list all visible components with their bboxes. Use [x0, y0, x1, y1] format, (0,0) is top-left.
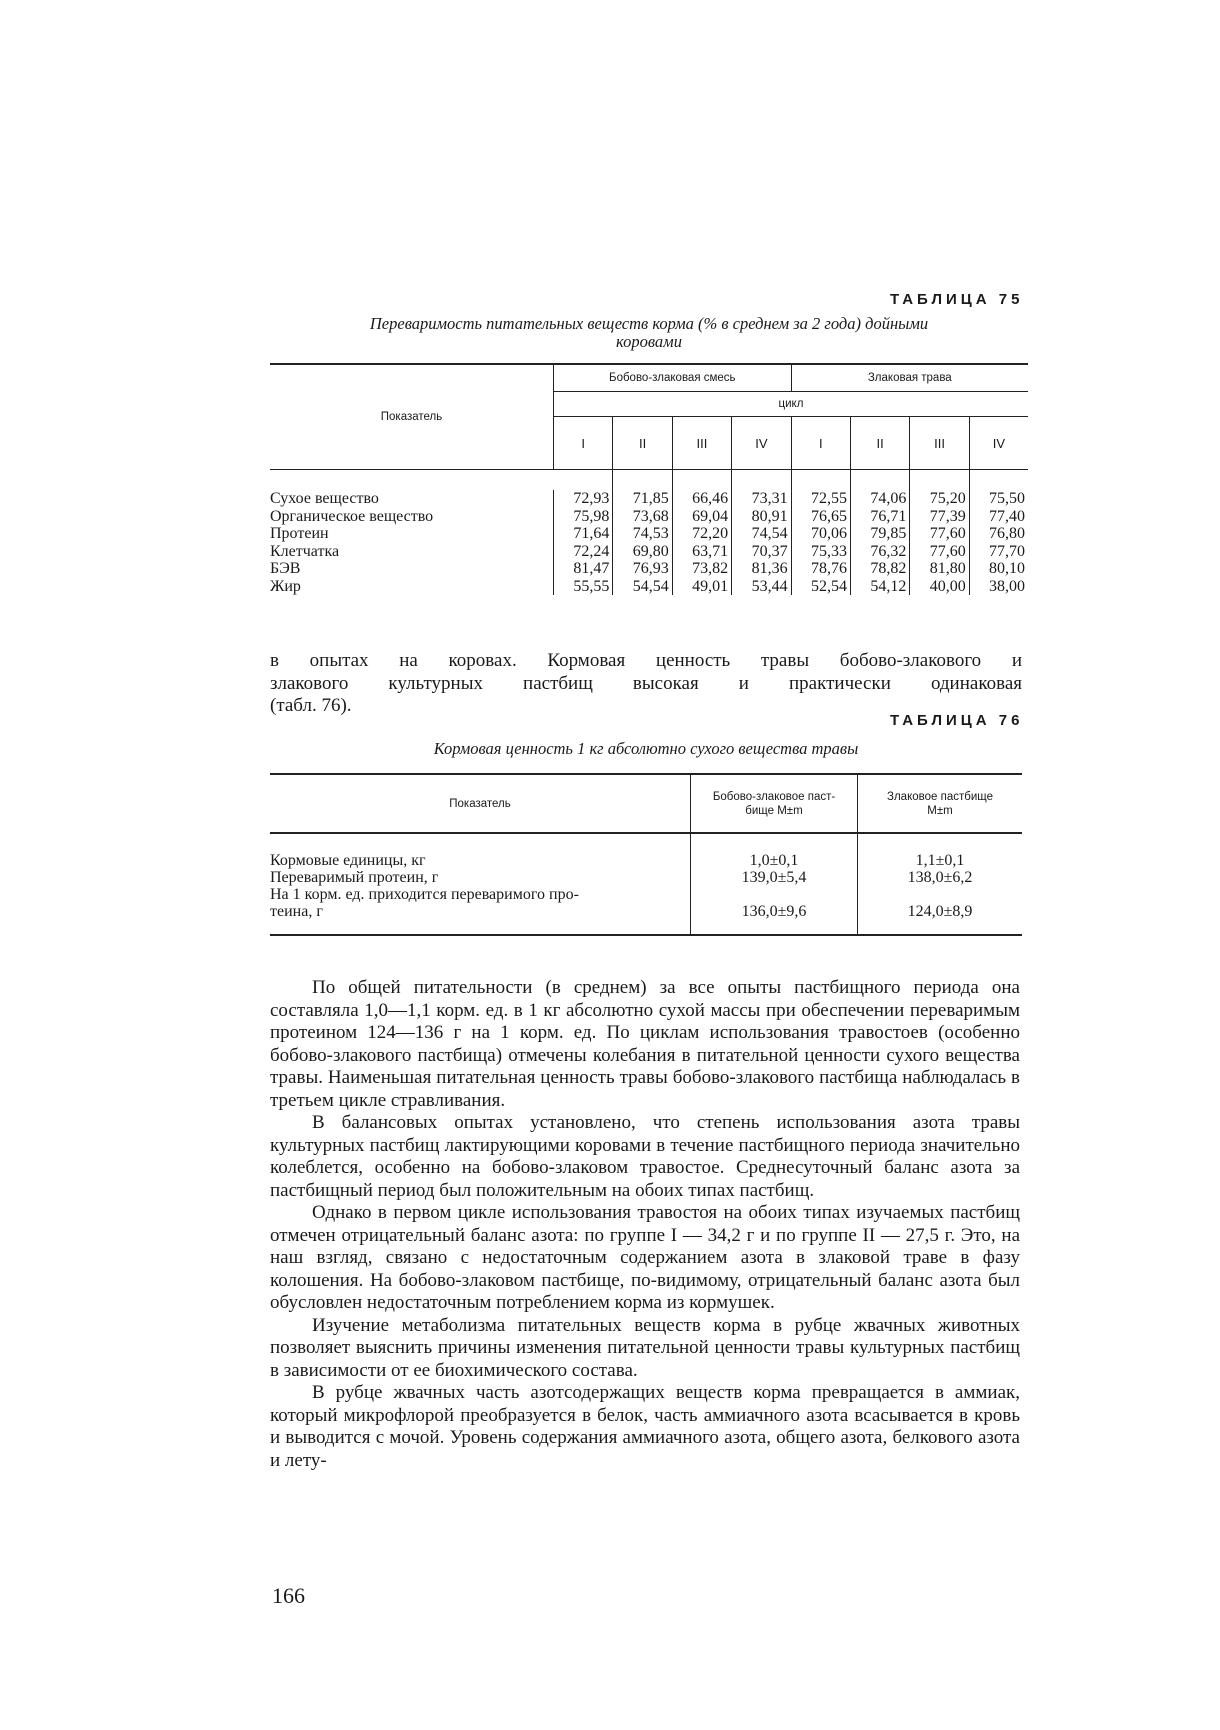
cell-value: 38,00	[989, 577, 1025, 595]
cell-value: 71,85	[613, 490, 672, 508]
row-name: Переваримый протеин, г	[270, 869, 439, 886]
cell-value: 74,54	[732, 525, 791, 543]
header-grass-pasture	[858, 774, 1023, 833]
paragraph: По общей питательности (в среднем) за все опыты пастбищного периода она составляла 1,0—1,1 корм. ед. в 1 кг абсолютно сухой массы при обеспечении переваримым протеином 124—136 г на 1 корм. ед. По циклам использования травостоев (особенно бобово-злакового пастбища) отмечены колебания в питательной ценности сухого вещества травы. Наименьшая питательная ценность травы бобово-злакового пастбища наблюдалась в третьем цикле стравливания.	[270, 977, 1020, 1111]
header-cycle-number: II	[850, 417, 909, 470]
cell-value: 70,37	[732, 543, 791, 561]
table-row	[270, 543, 1028, 561]
cell-value: 72,93	[554, 490, 613, 508]
row-name-line: теина, г	[270, 903, 323, 920]
cell-value: 53,44	[732, 578, 791, 596]
table-row	[270, 508, 1028, 526]
value-grass: 124,0±8,9	[858, 886, 1023, 935]
value-legume-grass: 1,0±0,1	[691, 852, 858, 869]
cell-value: 75,98	[554, 508, 613, 526]
table-row	[270, 560, 1028, 578]
cell-value: 81,80	[910, 560, 969, 578]
header-cycle-number: III	[672, 417, 731, 470]
value-grass: 138,0±6,2	[907, 869, 973, 886]
paragraph-intro	[270, 650, 1022, 718]
cell-value: 73,31	[732, 490, 791, 508]
header-group-legume-grass: Бобово-злаковая смесь	[554, 364, 792, 392]
table-75-label: ТАБЛИЦА 75	[890, 291, 1024, 308]
cell-value: 80,10	[989, 560, 1025, 577]
header-legume-grass-pasture	[691, 774, 858, 833]
row-name	[270, 886, 691, 935]
cell-value: 55,55	[554, 578, 613, 596]
cell-value: 76,32	[850, 543, 909, 561]
cell-value: 77,60	[910, 543, 969, 561]
cell-value: 54,12	[850, 578, 909, 596]
text-line: (табл. 76).	[270, 695, 352, 716]
cell-value: 74,53	[613, 525, 672, 543]
row-name: Клетчатка	[270, 543, 554, 561]
cell-value: 81,47	[554, 560, 613, 578]
cell-value: 71,64	[554, 525, 613, 543]
cell-value: 79,85	[850, 525, 909, 543]
header-cycle-number: IV	[969, 417, 1028, 470]
row-name: Сухое вещество	[270, 490, 554, 508]
header-cycle: цикл	[554, 392, 1029, 417]
table-row	[270, 578, 1028, 596]
cell-value: 72,55	[791, 490, 850, 508]
cell-value: 52,54	[791, 578, 850, 596]
table-75-caption-line: коровами	[616, 332, 682, 351]
table-row	[270, 490, 1028, 508]
header-cycle-number: II	[613, 417, 672, 470]
cell-value: 77,39	[910, 508, 969, 526]
cell-value: 78,82	[850, 560, 909, 578]
cell-value: 75,33	[791, 543, 850, 561]
row-name: Жир	[270, 578, 554, 596]
row-name-line: На 1 корм. ед. приходится переваримого про-	[270, 886, 579, 903]
cell-value: 76,93	[613, 560, 672, 578]
text-line: злакового культурных пастбищ высокая и практически одинаковая	[270, 672, 1022, 694]
value-legume-grass: 136,0±9,6	[691, 886, 858, 935]
cell-value: 73,68	[613, 508, 672, 526]
value-legume-grass: 139,0±5,4	[691, 869, 858, 886]
cell-value: 69,80	[613, 543, 672, 561]
cell-value: 72,20	[672, 525, 731, 543]
header-line: Бобово-злаковое паст-	[712, 790, 836, 803]
paragraph: Однако в первом цикле использования травостоя на обоих типах изучаемых пастбищ отмечен отрицательный баланс азота: по группе I — 34,2 г и по группе II — 27,5 г. Это, на наш взгляд, связано с недостаточным содержанием азота в злаковой траве в фазу колошения. На бобово-злаковом пастбище, по-видимому, отрицательный баланс азота был обусловлен недостаточным потреблением корма из кормушек.	[270, 1202, 1020, 1313]
table-76-caption: Кормовая ценность 1 кг абсолютно сухого вещества травы	[433, 739, 859, 758]
cell-value: 66,46	[672, 490, 731, 508]
body-text	[270, 977, 1020, 1472]
cell-value: 80,91	[732, 508, 791, 526]
header-cycle-number: IV	[732, 417, 791, 470]
row-name: Органическое вещество	[270, 508, 554, 526]
paragraph: В балансовых опытах установлено, что степень использования азота травы культурных пастбищ лактирующими коровами в течение пастбищного периода значительно колеблется, особенно на бобово-злаковом травостое. Среднесуточный баланс азота за пастбищный период был положительным на обоих типах пастбищ.	[270, 1112, 1020, 1201]
row-name: Кормовые единицы, кг	[270, 852, 426, 869]
cell-value: 49,01	[672, 578, 731, 596]
paragraph: В рубце жвачных часть азотсодержащих веществ корма превращается в аммиак, который микрофлорой преобразуется в белок, часть аммиачного азота всасывается в кровь и выводится с мочой. Уровень содержания аммиачного азота, общего азота, белкового азота и лету-	[270, 1382, 1020, 1471]
table-row	[270, 886, 1022, 935]
table-row	[270, 852, 1022, 869]
page-number: 166	[272, 1583, 305, 1608]
cell-value: 77,60	[910, 525, 969, 543]
cell-value: 63,71	[672, 543, 731, 561]
cell-value: 76,80	[989, 525, 1025, 542]
header-group-grass: Злаковая трава	[791, 364, 1028, 392]
cell-value: 40,00	[910, 578, 969, 596]
cell-value: 72,24	[554, 543, 613, 561]
header-line: Злаковое пастбище	[887, 790, 993, 803]
cell-value: 54,54	[613, 578, 672, 596]
table-75-caption	[270, 315, 1028, 351]
row-name: Протеин	[270, 525, 554, 543]
header-cycle-number: III	[910, 417, 969, 470]
cell-value: 74,06	[850, 490, 909, 508]
table-75-caption-line: Переваримость питательных веществ корма (% в среднем за 2 года) дойными	[369, 314, 929, 333]
paragraph: Изучение метаболизма питательных веществ корма в рубце жвачных животных позволяет выяснить причины изменения питательной ценности травы культурных пастбищ в зависимости от ее биохимического состава.	[270, 1314, 1020, 1381]
table-76-label: ТАБЛИЦА 76	[890, 712, 1024, 729]
cell-value: 78,76	[791, 560, 850, 578]
row-name: БЭВ	[270, 560, 554, 578]
table-75	[270, 363, 1028, 595]
cell-value: 76,65	[791, 508, 850, 526]
table-row	[270, 869, 1022, 886]
table-row	[270, 525, 1028, 543]
table-76	[270, 773, 1022, 936]
cell-value: 75,50	[989, 490, 1025, 507]
text-line: в опытах на коровах. Кормовая ценность травы бобово-злакового и	[270, 650, 1022, 671]
cell-value: 69,04	[672, 508, 731, 526]
header-cycle-number: I	[791, 417, 850, 470]
header-line: М±m	[927, 804, 953, 817]
header-indicator: Показатель	[270, 364, 554, 470]
cell-value: 76,71	[850, 508, 909, 526]
cell-value: 77,40	[989, 507, 1025, 525]
value-grass: 1,1±0,1	[915, 852, 965, 869]
header-cycle-number: I	[554, 417, 613, 470]
header-indicator: Показатель	[270, 774, 691, 833]
header-line: бище М±m	[745, 804, 803, 817]
cell-value: 70,06	[791, 525, 850, 543]
cell-value: 81,36	[732, 560, 791, 578]
cell-value: 73,82	[672, 560, 731, 578]
cell-value: 77,70	[989, 542, 1025, 560]
cell-value: 75,20	[910, 490, 969, 508]
